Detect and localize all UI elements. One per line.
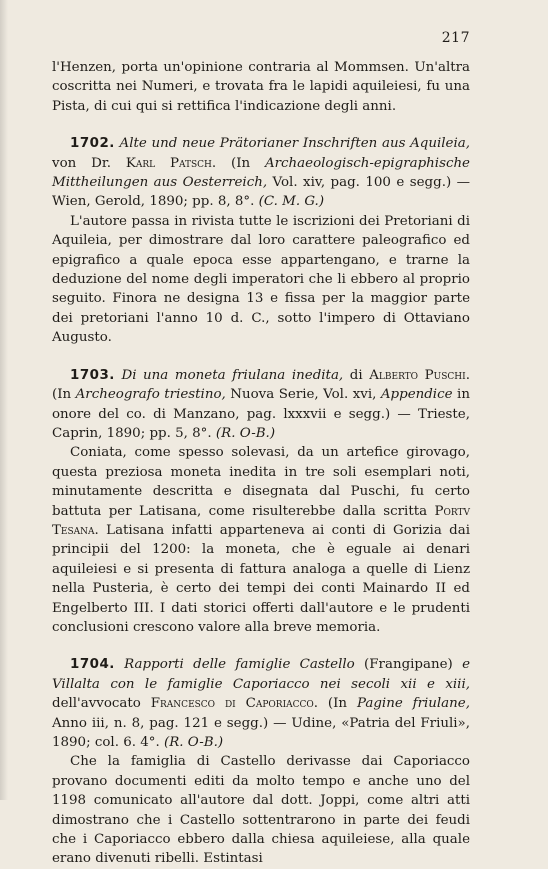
entry-title-2: e Villalta con le famiglie Caporiacco nei secoli xii e xiii, xyxy=(52,657,471,692)
entry-number: 1704. xyxy=(70,657,115,673)
entry-reviewer: (R. O-B.) xyxy=(163,735,224,750)
intro-paragraph: l'Henzen, porta un'opinione contraria al Mommsen. Un'altra coscritta nei Numeri, e trovata fra le lapidi aquileiesi, fu una Pista, di cui qui si rettifica l'indicazione degli anni. xyxy=(52,60,470,114)
entry-1703 xyxy=(52,366,470,638)
entry-number: 1702. xyxy=(70,136,115,152)
coin-inscription: Portv Tesana. xyxy=(52,503,470,538)
entry-heading xyxy=(52,655,470,752)
entry-title: Alte und neue Prätorianer Inschriften aus Aquileia, xyxy=(119,136,470,152)
entry-title: Rapporti delle famiglie Castello xyxy=(124,657,355,673)
entry-reviewer: (R. O-B.) xyxy=(215,425,276,441)
entry-1704 xyxy=(52,655,470,868)
entry-summary: Che la famiglia di Castello derivasse dai Caporiacco provano documenti editi da molto tempo e anche uno del 1198 comunicato all'autore dal dott. Joppi, come altri atti dimostrano che i Castello sottentrarono in parte dei feudi che i Caporiacco ebbero dalla chiesa aquileiese, alla quale erano divenuti ribelli. Estintasi xyxy=(52,754,470,867)
entry-pub-open: (In xyxy=(327,696,348,712)
page-edge-shadow xyxy=(0,0,8,800)
entry-1702 xyxy=(52,134,470,347)
entry-title-mid: (Frangipane) xyxy=(364,657,453,673)
entry-author: Alberto Puschi. xyxy=(369,367,470,383)
entry-pub-open: (In xyxy=(52,387,72,403)
page-body xyxy=(52,58,470,869)
entry-publication: Pagine friulane, xyxy=(356,696,470,712)
entry-author: Francesco di Caporiacco. xyxy=(150,696,319,712)
entry-by: di xyxy=(349,367,363,383)
entry-appendix: Appendice xyxy=(380,387,453,403)
entry-pub-detail: Anno iii, n. 8, pag. 121 e segg.) — Udine, «Patria del Friuli», 1890; col. 6. 4°. xyxy=(52,715,470,750)
entry-title: Di una moneta friulana inedita, xyxy=(121,367,344,383)
entry-pub-detail-2: in onore del co. di Manzano, pag. lxxxvii e segg.) — Trieste, Caprin, 1890; pp. 5, 8°. xyxy=(52,387,470,441)
entry-summary-part-a: Coniata, come spesso solevasi, da un artefice girovago, questa preziosa moneta inedita in tre soli esemplari noti, minutamente descritta e disegnata dal Puschi, fu certo battuta per Latisana, come risulterebbe dalla scritta xyxy=(52,445,470,519)
entry-by: von Dr. xyxy=(52,155,112,171)
entry-heading xyxy=(52,134,470,212)
entry-summary-part-b: Latisana infatti apparteneva ai conti di Gorizia dai principii del 1200: la moneta, che è eguale ai denari aquileiesi e si presenta di fattura analoga a quelle di Lienz nella Pusteria, è certo dei tempi dei conti Mainardo II ed Engelberto III. I dati storici offerti dall'autore e le prudenti conclusioni crescono valore alla breve memoria. xyxy=(52,522,470,635)
entry-publication: Archeografo triestino, xyxy=(75,387,226,403)
entry-number: 1703. xyxy=(70,367,115,383)
page-number: 217 xyxy=(441,30,470,46)
entry-author: Karl Patsch. xyxy=(125,155,217,171)
entry-by: dell'avvocato xyxy=(52,696,141,712)
entry-reviewer: (C. M. G.) xyxy=(258,194,325,210)
entry-pub-open: (In xyxy=(230,155,251,171)
entry-pub-detail: Vol. xiv, pag. 100 e segg.) — Wien, Gerold, 1890; pp. 8, 8°. xyxy=(52,175,471,210)
entry-summary xyxy=(52,443,470,637)
entry-publication: Archaeologisch-epigraphische Mittheilungen aus Oesterreich, xyxy=(52,155,470,191)
entry-pub-detail: Nuova Serie, Vol. xvi, xyxy=(230,387,377,403)
entry-heading xyxy=(52,366,470,444)
entry-summary: L'autore passa in rivista tutte le iscrizioni dei Pretoriani di Aquileia, per dimostrare dal loro carattere paleografico ed epigrafico a quale epoca esse appartengano, e trarne la deduzione del nome degli imperatori che li ebbero al proprio seguito. Finora ne designa 13 e fissa per la maggior parte dei pretoriani l'anno 10 d. C., sotto l'impero di Ottaviano Augusto. xyxy=(52,213,470,346)
